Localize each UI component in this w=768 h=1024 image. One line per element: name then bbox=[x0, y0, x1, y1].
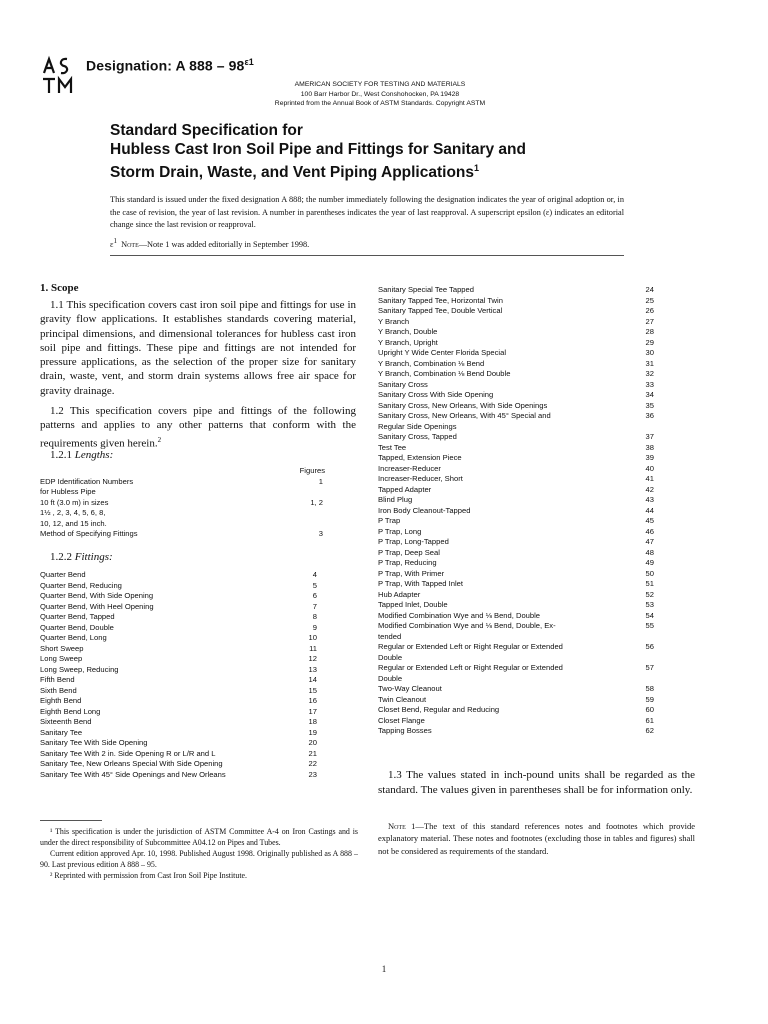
editorial-note: $\varepsilon^1$ Note—Note 1 was added editorially in September 1998. bbox=[110, 238, 310, 249]
figure-number: 59 bbox=[645, 694, 654, 704]
fitting-label: Quarter Bend, With Heel Opening bbox=[40, 601, 154, 611]
table-row bbox=[378, 453, 654, 464]
fitting-label: Increaser-Reducer bbox=[378, 463, 441, 473]
table-row bbox=[378, 285, 654, 296]
table-row bbox=[40, 612, 317, 623]
table-row bbox=[378, 705, 654, 716]
figure-number: 46 bbox=[645, 526, 654, 536]
figure-number: 47 bbox=[645, 537, 654, 546]
table-row bbox=[378, 306, 654, 317]
fitting-label: Quarter Bend, With Side Opening bbox=[40, 591, 154, 600]
table-row bbox=[378, 411, 654, 422]
table-row bbox=[40, 665, 317, 676]
figure-number: 3 bbox=[318, 529, 323, 538]
table-row bbox=[378, 296, 654, 307]
fitting-label: Closet Flange bbox=[378, 715, 425, 725]
table-row bbox=[378, 390, 654, 401]
table-row bbox=[378, 474, 654, 485]
paragraph-1-3: 1.3 The values stated in inch-pound units shall be regarded as the standard. The values given in parentheses shall be for information only. bbox=[378, 769, 695, 796]
figure-number: 1 bbox=[318, 476, 323, 486]
figure-number: 56 bbox=[645, 642, 654, 651]
fitting-label: 1½ , 2, 3, 4, 5, 6, 8, bbox=[40, 508, 106, 517]
explanatory-note: Note 1—The text of this standard references notes and footnotes which provide explanatory material. These notes and footnotes (excluding those in tables and figures) shall not be considered as requirements of the standard. bbox=[378, 821, 695, 856]
table-row bbox=[378, 600, 654, 611]
figure-number: 54 bbox=[645, 610, 654, 620]
figure-number: 1, 2 bbox=[310, 497, 323, 507]
fitting-label: P Trap, Reducing bbox=[378, 558, 437, 567]
table-row bbox=[378, 590, 654, 601]
fitting-label: Y Branch, Combination ⅛ Bend bbox=[378, 358, 485, 368]
figure-number: 38 bbox=[645, 442, 654, 452]
table-row bbox=[378, 611, 654, 622]
table-row bbox=[378, 516, 654, 527]
figure-number: 45 bbox=[645, 516, 654, 525]
fitting-label: Quarter Bend, Reducing bbox=[40, 580, 122, 590]
paragraph-1-1: 1.1 This specification covers cast iron soil pipe and fittings for use in gravity flow applications. It establishes standards covering material, principal dimensions, and dimensional tolerances for hubless cast iron soil pipe and fittings. These pipe and fittings are not intended for pressure applications, as the selection of the proper size for sanitary drain, waste, vent, and storm drain systems allows free air space for gravity drainage. bbox=[40, 299, 356, 397]
footnote-2: ² Reprinted with permission from Cast Iron Soil Pipe Institute. bbox=[50, 871, 247, 880]
fitting-label: Sanitary Cross With Side Opening bbox=[378, 390, 494, 399]
fitting-label: Double bbox=[378, 673, 403, 683]
fitting-label: Regular or Extended Left or Right Regular or Extended bbox=[378, 642, 563, 651]
figure-number: 42 bbox=[645, 484, 654, 494]
table-row bbox=[40, 654, 317, 665]
table-header-row: Figures bbox=[299, 466, 325, 475]
figure-number: 21 bbox=[308, 748, 317, 758]
table-row bbox=[40, 477, 325, 488]
section-1-2-2: 1.2.2 Fittings: bbox=[50, 551, 113, 563]
table-row bbox=[40, 570, 317, 581]
fitting-label: Long Sweep, Reducing bbox=[40, 664, 119, 674]
fitting-label: Sixteenth Bend bbox=[40, 717, 92, 726]
figure-number: 15 bbox=[308, 685, 317, 695]
figure-number: 8 bbox=[312, 612, 317, 621]
publisher-info bbox=[230, 80, 530, 109]
paragraph-1-2: 1.2 This specification covers pipe and fittings of the following patterns and applies to any other patterns that conform with the requirements given herein.$^2$ bbox=[40, 405, 356, 450]
fitting-label: Y Branch, Double bbox=[378, 327, 438, 336]
figure-number: 34 bbox=[645, 390, 654, 399]
fitting-label: Quarter Bend, Long bbox=[40, 633, 107, 642]
table-row bbox=[40, 508, 325, 519]
figure-number: 62 bbox=[645, 726, 654, 735]
footnote-1: ¹ This specification is under the jurisdiction of ASTM Committee A-4 on Iron Castings and is under the direct responsibility of Subcommittee A04.12 on Pipes and Tubes. bbox=[40, 827, 358, 847]
table-row bbox=[40, 529, 325, 540]
table-row bbox=[40, 728, 317, 739]
fitting-label: Sixth Bend bbox=[40, 685, 77, 695]
figure-number: 44 bbox=[645, 505, 654, 515]
fitting-label: Sanitary Tapped Tee, Horizontal Twin bbox=[378, 295, 503, 305]
figure-number: 17 bbox=[308, 706, 317, 716]
table-row bbox=[378, 726, 654, 737]
figure-number: 25 bbox=[645, 295, 654, 305]
fitting-label: Y Branch, Combination ⅛ Bend Double bbox=[378, 369, 511, 378]
fitting-label: Eighth Bend bbox=[40, 696, 82, 705]
figure-number: 60 bbox=[645, 705, 654, 714]
table-row bbox=[378, 716, 654, 727]
figure-number: 61 bbox=[645, 715, 654, 725]
table-row bbox=[378, 621, 654, 632]
table-row bbox=[40, 749, 317, 760]
fitting-label: Quarter Bend, Double bbox=[40, 622, 114, 632]
fitting-label: Sanitary Cross, New Orleans, With Side Openings bbox=[378, 400, 548, 410]
fitting-label: Regular Side Openings bbox=[378, 421, 457, 431]
figure-number: 50 bbox=[645, 568, 654, 578]
fitting-label: Sanitary Tee With 2 in. Side Opening R or L/R and L bbox=[40, 748, 216, 758]
footnotes bbox=[40, 826, 358, 881]
figure-number: 32 bbox=[645, 369, 654, 378]
figure-number: 51 bbox=[645, 579, 654, 588]
table-row bbox=[40, 519, 325, 530]
figure-number: 18 bbox=[308, 717, 317, 726]
fitting-label: Sanitary Cross, Tapped bbox=[378, 432, 457, 441]
document-title bbox=[110, 121, 630, 182]
fitting-label: Twin Cleanout bbox=[378, 694, 427, 704]
fittings-table-right bbox=[378, 285, 654, 737]
designation: Designation: A $888 - 98^{\varepsilon 1}$ bbox=[86, 57, 254, 74]
figure-number: 49 bbox=[645, 558, 654, 567]
fitting-label: Y Branch, Upright bbox=[378, 337, 438, 347]
fitting-label: Modified Combination Wye and ⅛ Bend, Double bbox=[378, 610, 541, 620]
table-row bbox=[378, 548, 654, 559]
figure-number: 58 bbox=[645, 684, 654, 693]
table-row bbox=[40, 487, 325, 498]
fitting-label: Y Branch bbox=[378, 316, 410, 326]
scope-heading: 1. Scope bbox=[40, 282, 79, 294]
figure-number: 30 bbox=[645, 348, 654, 357]
table-row bbox=[378, 432, 654, 443]
fitting-label: Sanitary Tee With 45° Side Openings and New Orleans bbox=[40, 769, 226, 779]
figure-number: 37 bbox=[645, 432, 654, 441]
figure-number: 33 bbox=[645, 379, 654, 389]
figure-number: 19 bbox=[308, 727, 317, 737]
table-row bbox=[378, 338, 654, 349]
figure-number: 48 bbox=[645, 547, 654, 557]
table-row bbox=[378, 401, 654, 412]
table-row bbox=[378, 359, 654, 370]
fitting-label: Sanitary Cross bbox=[378, 379, 428, 389]
table-row bbox=[40, 581, 317, 592]
table-row bbox=[378, 569, 654, 580]
figure-number: 35 bbox=[645, 400, 654, 410]
table-row bbox=[378, 537, 654, 548]
table-row bbox=[378, 579, 654, 590]
fitting-label: EDP Identification Numbers bbox=[40, 476, 134, 486]
table-row bbox=[40, 498, 325, 509]
figure-number: 13 bbox=[308, 664, 317, 674]
title-line: Standard Specification for bbox=[110, 122, 303, 139]
figure-number: 55 bbox=[645, 621, 654, 630]
fitting-label: P Trap, Long-Tapped bbox=[378, 537, 449, 546]
page-number: 1 bbox=[381, 964, 387, 974]
lengths-table bbox=[40, 466, 325, 540]
fitting-label: Sanitary Tee With Side Opening bbox=[40, 738, 148, 747]
table-row bbox=[40, 633, 317, 644]
fitting-label: Modified Combination Wye and ⅛ Bend, Double, Ex- bbox=[378, 621, 556, 630]
figure-number: 23 bbox=[308, 769, 317, 779]
table-row bbox=[40, 602, 317, 613]
table-row bbox=[378, 653, 654, 664]
figure-number: 7 bbox=[312, 601, 317, 611]
table-row bbox=[378, 485, 654, 496]
fitting-label: P Trap, With Primer bbox=[378, 568, 445, 578]
figure-number: 5 bbox=[312, 580, 317, 590]
table-row bbox=[378, 642, 654, 653]
figure-number: 11 bbox=[309, 643, 317, 653]
table-row bbox=[40, 738, 317, 749]
fitting-label: Blind Plug bbox=[378, 495, 413, 504]
table-row bbox=[378, 527, 654, 538]
figure-number: 24 bbox=[645, 285, 654, 294]
title-line: Storm Drain, Waste, and Vent Piping Applications$^1$ bbox=[110, 163, 480, 182]
table-row bbox=[378, 348, 654, 359]
header-divider bbox=[110, 255, 624, 256]
title-line: Hubless Cast Iron Soil Pipe and Fittings for Sanitary and bbox=[110, 141, 526, 158]
table-row bbox=[378, 495, 654, 506]
figure-number: 20 bbox=[308, 738, 317, 747]
fitting-label: P Trap, Deep Seal bbox=[378, 547, 440, 557]
figure-number: 4 bbox=[312, 570, 317, 579]
figure-number: 9 bbox=[312, 622, 317, 632]
fitting-label: Eighth Bend Long bbox=[40, 706, 101, 716]
publisher-line: Reprinted from the Annual Book of ASTM Standards. Copyright ASTM bbox=[274, 100, 486, 108]
table-row bbox=[40, 686, 317, 697]
figure-number: 12 bbox=[308, 654, 317, 663]
table-row bbox=[378, 369, 654, 380]
fitting-label: Tapped Adapter bbox=[378, 484, 432, 494]
table-row bbox=[378, 506, 654, 517]
footnote-divider bbox=[40, 820, 102, 821]
table-row bbox=[378, 684, 654, 695]
figure-number: 27 bbox=[645, 316, 654, 326]
fitting-label: P Trap, With Tapped Inlet bbox=[378, 579, 463, 588]
fitting-label: Hub Adapter bbox=[378, 589, 421, 599]
fitting-label: Upright Y Wide Center Florida Special bbox=[378, 348, 507, 357]
figure-number: 28 bbox=[645, 327, 654, 336]
table-row bbox=[378, 317, 654, 328]
table-row bbox=[378, 327, 654, 338]
figure-number: 57 bbox=[645, 663, 654, 672]
fitting-label: Fifth Bend bbox=[40, 675, 75, 684]
figure-number: 14 bbox=[308, 675, 317, 684]
figure-number: 10 bbox=[308, 633, 317, 642]
table-row bbox=[378, 558, 654, 569]
figure-number: 16 bbox=[308, 696, 317, 705]
fitting-label: P Trap, Long bbox=[378, 526, 422, 536]
table-row bbox=[378, 422, 654, 433]
figure-number: 40 bbox=[645, 463, 654, 473]
figure-number: 41 bbox=[645, 474, 654, 483]
fitting-label: Sanitary Cross, New Orleans, With 45° Special and bbox=[378, 411, 551, 420]
fitting-label: Method of Specifying Fittings bbox=[40, 529, 138, 538]
footnote-1-edition: Current edition approved Apr. 10, 1998. Published August 1998. Originally published as A 888 – 90. Last previous edition A 888 – 95. bbox=[40, 849, 358, 869]
table-row bbox=[40, 759, 317, 770]
fitting-label: Sanitary Tapped Tee, Double Vertical bbox=[378, 306, 503, 315]
section-1-2-1: 1.2.1 Lengths: bbox=[50, 449, 114, 461]
figure-number: 31 bbox=[645, 358, 654, 368]
fitting-label: for Hubless Pipe bbox=[40, 487, 96, 496]
table-row bbox=[378, 632, 654, 643]
fitting-label: Closet Bend, Regular and Reducing bbox=[378, 705, 500, 714]
publisher-line: AMERICAN SOCIETY FOR TESTING AND MATERIALS bbox=[294, 81, 466, 88]
table-row bbox=[40, 770, 317, 781]
fittings-table-left bbox=[40, 570, 317, 780]
fitting-label: tended bbox=[378, 631, 402, 641]
figure-number: 36 bbox=[645, 411, 654, 420]
table-row bbox=[40, 717, 317, 728]
figure-number: 26 bbox=[645, 306, 654, 315]
figure-number: 6 bbox=[312, 591, 317, 600]
figure-number: 22 bbox=[308, 759, 317, 768]
fitting-label: Sanitary Special Tee Tapped bbox=[378, 285, 474, 294]
table-row bbox=[378, 695, 654, 706]
table-row bbox=[40, 591, 317, 602]
fitting-label: Two-Way Cleanout bbox=[378, 684, 442, 693]
fitting-label: Iron Body Cleanout-Tapped bbox=[378, 505, 471, 515]
figure-number: 43 bbox=[645, 495, 654, 504]
fitting-label: P Trap bbox=[378, 516, 401, 525]
figure-number: 29 bbox=[645, 337, 654, 347]
publisher-line: 100 Barr Harbor Dr., West Conshohocken, PA 19428 bbox=[300, 90, 460, 98]
fitting-label: Test Tee bbox=[378, 442, 407, 452]
table-row bbox=[378, 443, 654, 454]
fitting-label: Double bbox=[378, 652, 403, 662]
fitting-label: Long Sweep bbox=[40, 654, 83, 663]
figure-number: 53 bbox=[645, 600, 654, 609]
figure-number: 39 bbox=[645, 453, 654, 462]
fitting-label: Tapping Bosses bbox=[378, 726, 432, 735]
table-row bbox=[378, 663, 654, 674]
astm-logo bbox=[40, 53, 74, 97]
fitting-label: 10, 12, and 15 inch. bbox=[40, 518, 107, 528]
fitting-label: Tapped, Extension Piece bbox=[378, 453, 462, 462]
figure-number: 52 bbox=[645, 589, 654, 599]
fitting-label: Tapped Inlet, Double bbox=[378, 600, 448, 609]
fitting-label: Regular or Extended Left or Right Regular or Extended bbox=[378, 663, 563, 672]
fitting-label: 10 ft (3.0 m) in sizes bbox=[40, 497, 109, 507]
table-row bbox=[378, 674, 654, 685]
fitting-label: Quarter Bend, Tapped bbox=[40, 612, 115, 621]
issued-statement: This standard is issued under the fixed designation A 888; the number immediately following the designation indicates the year of original adoption or, in the case of revision, the year of last revision. A number in parentheses indicates the year of last reapproval. A superscript epsilon (ε) indicates an editorial change since the last revision or reapproval. bbox=[110, 195, 624, 229]
table-row bbox=[378, 380, 654, 391]
fitting-label: Short Sweep bbox=[40, 643, 84, 653]
table-row bbox=[40, 696, 317, 707]
fitting-label: Sanitary Tee, New Orleans Special With Side Opening bbox=[40, 759, 223, 768]
fitting-label: Increaser-Reducer, Short bbox=[378, 474, 463, 483]
table-row bbox=[40, 707, 317, 718]
table-row bbox=[40, 644, 317, 655]
fitting-label: Sanitary Tee bbox=[40, 727, 83, 737]
table-row bbox=[40, 675, 317, 686]
fitting-label: Quarter Bend bbox=[40, 570, 86, 579]
table-row bbox=[378, 464, 654, 475]
table-row bbox=[40, 623, 317, 634]
